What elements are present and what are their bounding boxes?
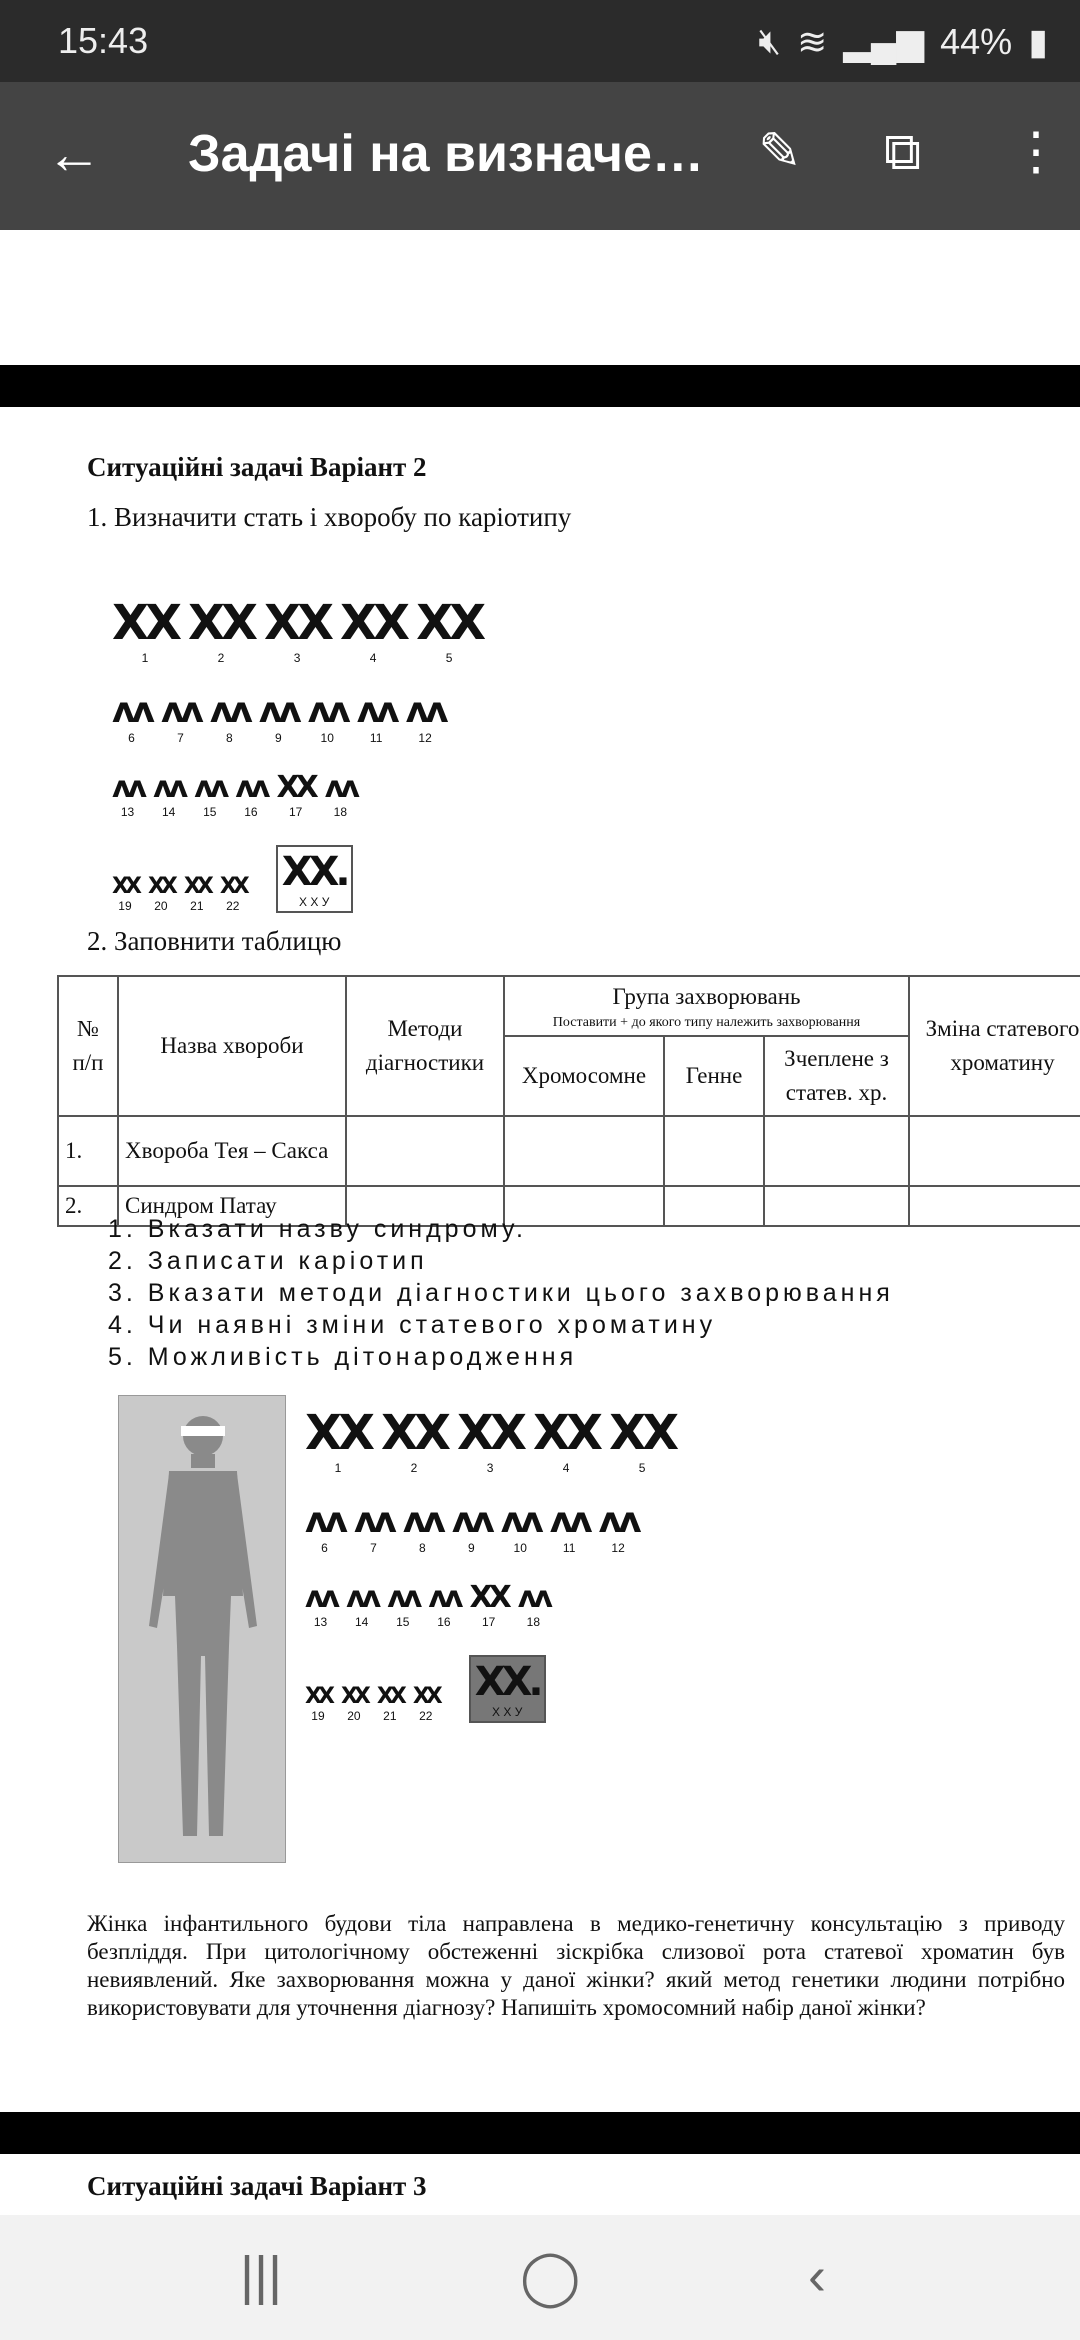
task-2-text: 2. Заповнити таблицю [87,926,342,956]
page-separator [0,2112,1080,2154]
chromosome-pair [305,1580,336,1629]
document-title: Задачі на визначе… [188,125,704,183]
chromosome-glyph: XX [147,874,174,899]
karyotype-row [305,1580,549,1629]
chromosome-pair [354,1500,393,1555]
chromosome-glyph: XX [183,874,210,899]
chromosome-pair [518,1580,549,1629]
chromosome-pair [406,690,445,745]
chromosome-number: 8 [419,1541,426,1555]
disease-table [57,975,1080,1227]
chromosome-pair [609,1405,675,1475]
header-group-title: Група захворювань [612,984,801,1009]
chromosome-pair [381,1405,447,1475]
instructions-list [108,1213,894,1373]
empty-cell [664,1116,764,1186]
header-group [504,976,909,1036]
header-name: Назва хвороби [118,976,346,1116]
chromosome-number: 15 [203,805,217,819]
chromosome-pair [346,1580,377,1629]
chromosome-number: 13 [120,805,135,819]
chromosome-glyph: XX [416,595,483,651]
chromosome-pair [112,874,138,913]
chromosome-glyph: XX [264,595,331,651]
chromosome-pair [259,690,298,745]
karyotype-row [305,1500,638,1555]
chromosome-pair [112,690,151,745]
chromosome-pair [210,690,249,745]
next-section-heading: Ситуаційні задачі Варіант 3 [87,2171,427,2201]
karyotype-row [112,770,356,819]
row-no: 1. [58,1116,118,1186]
chromosome-glyph: ʌʌ [194,770,226,805]
chromosome-pair [403,1500,442,1555]
header-no: № п/п [58,976,118,1116]
page-separator [0,365,1080,407]
chromosome-pair [452,1500,491,1555]
row-no: 2. [58,1186,118,1226]
status-time: 15:43 [58,20,149,61]
chromosome-number: 19 [118,899,132,913]
chromosome-glyph: XX [533,1405,600,1461]
chromosome-glyph: ʌʌ [153,770,185,805]
list-item: 3. Вказати методи діагностики цього захворювання [108,1279,894,1307]
chromosome-glyph: XX [112,595,179,651]
chromosome-pair [341,1684,367,1723]
chromosome-pair [264,595,330,665]
edit-pencil-icon[interactable]: ✎ [758,123,802,181]
chromosome-number: 21 [190,899,204,913]
list-item: 5. Можливість дітонародження [108,1343,578,1371]
chromosome-number: 10 [513,1541,527,1555]
chromosome-number: 2 [410,1461,418,1475]
chromosome-pair [387,1580,418,1629]
chromosome-pair [340,595,406,665]
chromosome-pair [501,1500,540,1555]
chromosome-glyph: XX [412,1684,439,1709]
chromosome-glyph: ʌʌ [405,690,445,731]
chromosome-pair [112,770,143,819]
chromosome-number: 16 [437,1615,451,1629]
header-chromatin-change: Зміна статевого хроматину [909,976,1080,1116]
task-1-text: 1. Визначити стать і хворобу по каріотипу [87,502,572,532]
status-bar [0,0,1080,82]
chromosome-glyph: XX [376,1684,403,1709]
chromosome-number: 11 [369,731,383,745]
sex-chromosomes-box [276,845,353,913]
chromosome-pair [220,874,246,913]
chromosome-pair [153,770,184,819]
chromosome-glyph: XX. [474,1659,540,1705]
chromosome-number: 19 [311,1709,325,1723]
chromosome-pair [235,770,266,819]
chromosome-pair [377,1684,403,1723]
chromosome-number: 16 [244,805,258,819]
chromosome-number: 4 [562,1461,570,1475]
chromosome-number: 6 [321,1541,328,1555]
row-name: Хвороба Тея – Сакса [118,1116,346,1186]
chromosome-glyph: XX [305,1684,331,1709]
chromosome-pair [184,874,210,913]
karyotype-row [112,690,445,745]
chromosome-number: 21 [383,1709,397,1723]
navigation-bar [0,2215,1080,2340]
karyotype-row [305,1405,675,1475]
chromosome-number: 3 [486,1461,494,1475]
chromosome-glyph: XX [112,874,138,899]
empty-cell [346,1116,504,1186]
chromosome-glyph: ʌʌ [305,1580,337,1615]
open-external-icon[interactable]: ⧉ [884,123,922,181]
chromosome-pair [308,690,347,745]
chromosome-glyph: XX [305,1405,372,1461]
chromosome-number: 18 [526,1615,540,1629]
header-chromosomal: Хромосомне [504,1036,664,1116]
more-vert-icon[interactable]: ⋮ [1010,123,1062,181]
karyotype-row [112,595,482,665]
chromosome-glyph: ʌʌ [324,770,356,805]
list-item: 1. Вказати назву синдрому. [108,1215,527,1243]
chromosome-glyph: ʌʌ [517,1580,549,1615]
chromosome-number: 22 [226,899,240,913]
chromosome-glyph: ʌʌ [112,690,151,731]
chromosome-number: 10 [320,731,334,745]
back-icon[interactable]: ‹ [808,2246,826,2306]
table-row [58,1116,1080,1186]
chromosome-number: 13 [313,1615,328,1629]
mute-icon: 🔇︎ [758,20,782,61]
chromosome-number: 3 [293,651,301,665]
battery-icon: ▮ [1028,20,1048,62]
empty-cell [909,1186,1080,1226]
signal-icon: ▂▄▆ [843,20,925,62]
chromosome-number: 20 [154,899,168,913]
chromosome-pair [148,874,174,913]
battery-level: 44% [940,20,1013,62]
home-icon[interactable]: ◯ [520,2247,581,2307]
chromosome-number: 4 [369,651,377,665]
chromosome-number: 20 [347,1709,361,1723]
chromosome-pair [428,1580,459,1629]
chromosome-glyph: XX [457,1405,524,1461]
chromosome-glyph: ʌʌ [598,1500,638,1541]
empty-cell [504,1116,664,1186]
chromosome-glyph: ʌʌ [112,770,144,805]
list-item: 2. Записати каріотип [108,1247,428,1275]
header-methods: Методи діагностики [346,976,504,1116]
chromosome-number: 12 [611,1541,625,1555]
sex-chromosome-label: X X У [299,895,330,909]
chromosome-number: 1 [334,1461,342,1475]
chromosome-pair [305,1405,371,1475]
chromosome-glyph: ʌʌ [209,690,249,731]
chromosome-pair [305,1500,344,1555]
chromosome-number: 17 [481,1615,496,1629]
chromosome-pair [457,1405,523,1475]
chromosome-glyph: ʌʌ [428,1580,460,1615]
header-group-note: Поставити + до якого типу належить захворювання [552,1015,861,1030]
header-sex-linked: Зчеплене з статев. хр. [764,1036,909,1116]
chromosome-number: 1 [141,651,149,665]
chromosome-glyph: ʌʌ [451,1500,491,1541]
chromosome-glyph: XX. [281,849,347,895]
row-name: Синдром Патау [118,1186,346,1226]
chromosome-pair [416,595,482,665]
chromosome-glyph: XX [188,595,255,651]
chromosome-number: 9 [274,731,282,745]
app-bar [0,82,1080,230]
chromosome-number: 8 [226,731,233,745]
chromosome-pair [112,595,178,665]
chromosome-number: 5 [445,651,453,665]
chromosome-glyph: XX [609,1405,676,1461]
chromosome-glyph: ʌʌ [549,1500,589,1541]
chromosome-pair [533,1405,599,1475]
chromosome-number: 11 [562,1541,576,1555]
chromosome-glyph: XX [219,874,246,899]
chromosome-number: 12 [418,731,432,745]
chromosome-glyph: ʌʌ [356,690,396,731]
chromosome-glyph: ʌʌ [500,1500,540,1541]
chromosome-glyph: XX [381,1405,448,1461]
chromosome-number: 2 [217,651,225,665]
chromosome-glyph: ʌʌ [305,1500,344,1541]
sex-chromosome-label: X X У [492,1705,523,1719]
chromosome-pair [161,690,200,745]
chromosome-glyph: XX [340,595,407,651]
chromosome-pair [599,1500,638,1555]
section-heading: Ситуаційні задачі Варіант 2 [87,452,427,482]
chromosome-number: 7 [177,731,184,745]
recents-icon[interactable]: ||| [240,2246,283,2306]
chromosome-pair [277,770,315,819]
chromosome-number: 18 [333,805,347,819]
header-gene: Генне [664,1036,764,1116]
chromosome-number: 7 [370,1541,377,1555]
chromosome-number: 22 [419,1709,433,1723]
chromosome-glyph: ʌʌ [235,770,267,805]
sex-chromosomes-box [469,1655,546,1723]
chromosome-number: 14 [355,1615,369,1629]
karyotype-row [112,845,353,913]
case-paragraph: Жінка інфантильного будови тіла направлена в медико-генетичну консультацію з приводу безпліддя. При цитологічному обстеженні зіскрібка слизової рота статевої хроматин був невиявлений. Яке захворювання можна у даної жінки? який метод генетики людини потрібно використовувати для уточнення діагнозу? Напишіть хромосомний набір даної жінки? [87,1911,1065,2020]
karyotype-row [305,1655,546,1723]
empty-cell [909,1116,1080,1186]
chromosome-glyph: ʌʌ [387,1580,419,1615]
chromosome-number: 5 [638,1461,646,1475]
chromosome-number: 17 [288,805,303,819]
chromosome-glyph: ʌʌ [307,690,347,731]
empty-cell [764,1116,909,1186]
chromosome-glyph: ʌʌ [258,690,298,731]
chromosome-glyph: XX [469,1580,508,1615]
chromosome-number: 15 [396,1615,410,1629]
list-item: 4. Чи наявні зміни статевого хроматину [108,1311,717,1339]
wifi-icon: ≋ [797,20,828,62]
chromosome-glyph: XX [340,1684,367,1709]
chromosome-glyph: ʌʌ [353,1500,393,1541]
chromosome-number: 9 [467,1541,475,1555]
chromosome-pair [188,595,254,665]
chromosome-number: 6 [128,731,135,745]
back-arrow-icon[interactable]: ← [46,122,102,185]
chromosome-glyph: ʌʌ [402,1500,442,1541]
chromosome-pair [550,1500,589,1555]
patient-photo [118,1395,286,1863]
chromosome-pair [357,690,396,745]
chromosome-glyph: ʌʌ [160,690,200,731]
chromosome-glyph: ʌʌ [346,1580,378,1615]
chromosome-pair [305,1684,331,1723]
chromosome-pair [470,1580,508,1629]
chromosome-pair [194,770,225,819]
chromosome-pair [413,1684,439,1723]
chromosome-number: 14 [162,805,176,819]
chromosome-glyph: XX [276,770,315,805]
chromosome-pair [325,770,356,819]
